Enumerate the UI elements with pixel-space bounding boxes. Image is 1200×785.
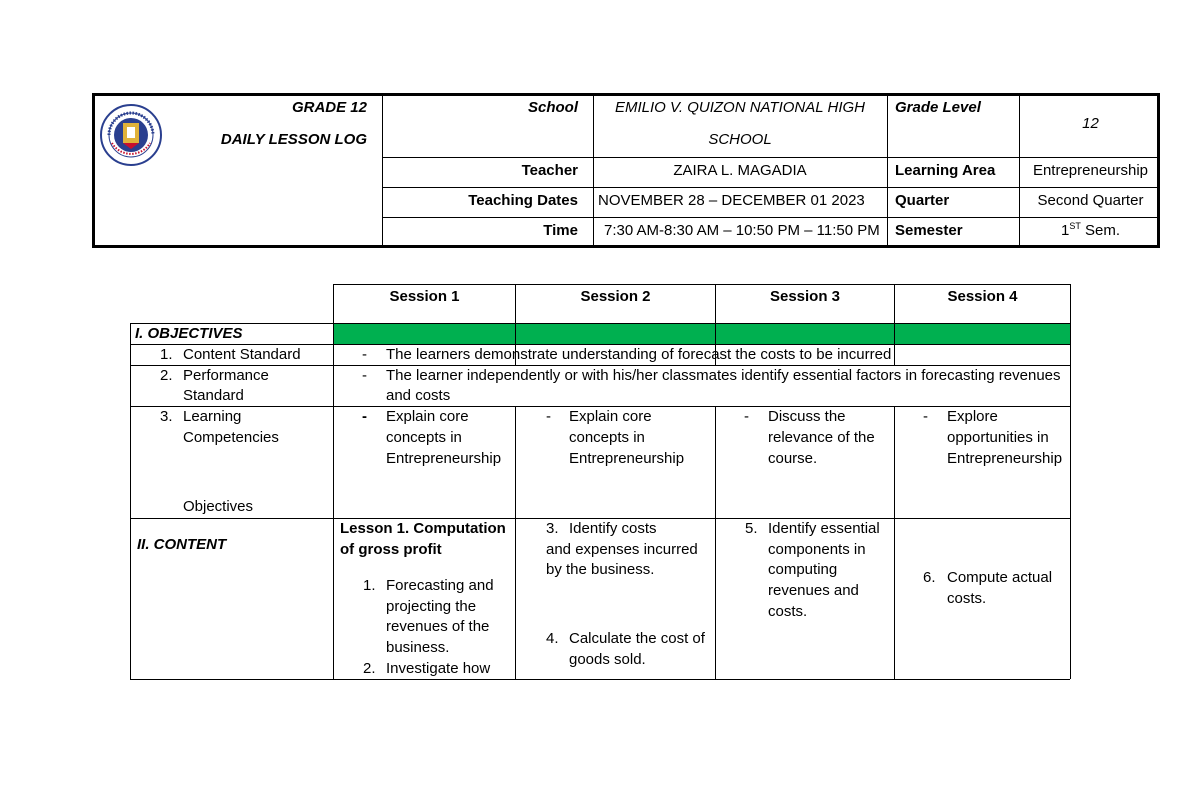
- learning-area-value: Entrepreneurship: [1032, 162, 1149, 179]
- performance-standard-number: 2.: [160, 367, 173, 384]
- s3-item5-line3: computing: [768, 561, 838, 578]
- s4-competency-line3: Entrepreneurship: [947, 450, 1063, 467]
- quarter-label: Quarter: [895, 192, 950, 209]
- session-1-header: Session 1: [389, 288, 460, 305]
- s1-item1-number: 1.: [363, 577, 376, 594]
- lesson-log-table: [130, 284, 1070, 680]
- session-3-header: Session 3: [769, 288, 841, 305]
- time-label: Time: [543, 222, 578, 239]
- s4-competency-line1: Explore: [947, 408, 998, 425]
- content-standard-dash: -: [362, 346, 367, 363]
- s2-competency-line2: concepts in: [569, 429, 645, 446]
- s3-competency-line3: course.: [768, 450, 818, 467]
- s1-item1-line4: business.: [386, 639, 450, 656]
- s1-item1-line2: projecting the: [386, 598, 477, 615]
- objectives-green-band: [333, 324, 1070, 344]
- s3-item5-line1: Identify essential: [768, 520, 880, 537]
- quarter-value: Second Quarter: [1037, 192, 1144, 209]
- content-standard-number: 1.: [160, 346, 173, 363]
- grade-level-label: Grade Level: [895, 99, 981, 116]
- content-standard-text: The learners demonstrate understanding of forecast the costs to be incurred: [386, 346, 892, 363]
- learning-competencies-label-line2: Competencies: [183, 429, 279, 446]
- s1-item2-line1: Investigate how: [386, 660, 491, 677]
- performance-standard-text-line1: The learner independently or with his/her classmates identify essential factors in forecasting revenues: [386, 367, 1061, 384]
- performance-standard-dash: -: [362, 367, 367, 384]
- s4-item6-line2: costs.: [947, 590, 987, 607]
- s1-lesson-title-line1: Lesson 1. Computation: [340, 520, 506, 537]
- s1-item1-line1: Forecasting and: [386, 577, 494, 594]
- s4-item6-line1: Compute actual: [947, 569, 1053, 586]
- school-label: School: [527, 99, 578, 116]
- semester-label: Semester: [895, 222, 963, 239]
- s3-item5-line2: components in: [768, 541, 866, 558]
- s2-item3-line2: and expenses incurred: [546, 541, 698, 558]
- s2-competency-line1: Explain core: [569, 408, 652, 425]
- s4-competency-dash: -: [923, 408, 928, 425]
- s3-item5-line5: costs.: [768, 603, 808, 620]
- daily-lesson-log-title: DAILY LESSON LOG: [220, 131, 367, 148]
- s2-item4-number: 4.: [546, 630, 559, 647]
- content-heading: II. CONTENT: [137, 536, 227, 553]
- s1-competency-line3: Entrepreneurship: [386, 450, 502, 467]
- s2-item4-line1: Calculate the cost of: [569, 630, 705, 647]
- deped-seal-logo: [99, 103, 163, 167]
- grade-level-value: 12: [1082, 115, 1099, 132]
- s3-item5-number: 5.: [745, 520, 758, 537]
- s2-item3-number: 3.: [546, 520, 559, 537]
- s3-item5-line4: revenues and: [768, 582, 859, 599]
- s1-item2-number: 2.: [363, 660, 376, 677]
- school-name-line2: SCHOOL: [708, 131, 772, 148]
- header-table: [92, 93, 1160, 248]
- teaching-dates-label: Teaching Dates: [468, 192, 578, 209]
- time-value: 7:30 AM-8:30 AM – 10:50 PM – 11:50 PM: [604, 222, 880, 239]
- school-name-line1: EMILIO V. QUIZON NATIONAL HIGH: [614, 99, 866, 116]
- performance-standard-label-line1: Performance: [183, 367, 269, 384]
- session-4-header: Session 4: [947, 288, 1018, 305]
- performance-standard-text-line2: and costs: [386, 387, 451, 404]
- s3-competency-line1: Discuss the: [768, 408, 846, 425]
- s2-competency-dash: -: [546, 408, 551, 425]
- learning-competencies-number: 3.: [160, 408, 173, 425]
- teacher-label: Teacher: [521, 162, 578, 179]
- s1-competency-dash: -: [362, 408, 367, 425]
- s2-item3-line3: by the business.: [546, 561, 655, 578]
- s1-competency-line1: Explain core: [386, 408, 469, 425]
- s1-competency-line2: concepts in: [386, 429, 462, 446]
- objectives-heading: I. OBJECTIVES: [135, 325, 243, 342]
- s4-competency-line2: opportunities in: [947, 429, 1049, 446]
- objectives-sublabel: Objectives: [183, 498, 254, 515]
- learning-area-label: Learning Area: [895, 162, 996, 179]
- s1-lesson-title-line2: of gross profit: [340, 541, 442, 558]
- teacher-name: ZAIRA L. MAGADIA: [673, 162, 807, 179]
- session-2-header: Session 2: [580, 288, 651, 305]
- s1-item1-line3: revenues of the: [386, 618, 490, 635]
- performance-standard-label-line2: Standard: [183, 387, 244, 404]
- grade-title: GRADE 12: [291, 99, 367, 116]
- learning-competencies-label-line1: Learning: [183, 408, 242, 425]
- s2-competency-line3: Entrepreneurship: [569, 450, 685, 467]
- s2-item4-line2: goods sold.: [569, 651, 646, 668]
- s3-competency-line2: relevance of the: [768, 429, 875, 446]
- teaching-dates-value: NOVEMBER 28 – DECEMBER 01 2023: [598, 192, 865, 209]
- s4-item6-number: 6.: [923, 569, 936, 586]
- content-standard-label: Content Standard: [183, 346, 301, 363]
- s3-competency-dash: -: [744, 408, 749, 425]
- s2-item3-line1: Identify costs: [569, 520, 657, 537]
- semester-value: 1ST Sem.: [1060, 221, 1121, 239]
